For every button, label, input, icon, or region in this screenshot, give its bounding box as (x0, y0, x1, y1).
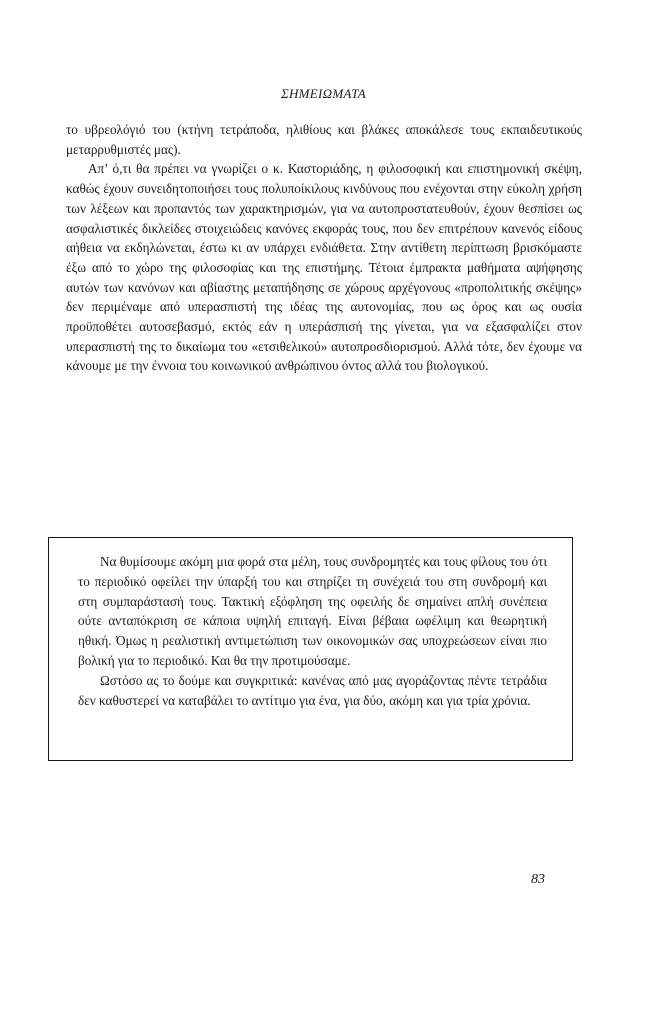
notice-paragraph: Να θυμίσουμε ακόμη μια φορά στα μέλη, τους συνδρομητές και τους φίλους του ότι το περιοδικό οφείλει την ύπαρξή του και στηρίζει τη συνέχειά του στη συνδρομή και στη συμπαράστασή τους. Τακτική εξόφληση της οφειλής δε σημαίνει απλή συνέπεια ούτε ανταπόκριση σε κάποια υψηλή επιταγή. Είναι βέβαια ωφέλιμη και θεωρητική ηθική. Όμως η ρεαλιστική αντιμετώπιση των οικονομικών σας υποχρεώσεων είναι πιο βολική για το περιοδικό. Και θα την προτιμούσαμε. (78, 554, 547, 668)
page-number: 83 (531, 872, 545, 887)
body-text (66, 120, 582, 376)
notice-box (48, 537, 573, 761)
body-paragraph: Απ’ ό,τι θα πρέπει να γνωρίζει ο κ. Καστοριάδης, η φιλοσοφική και επιστημονική σκέψη, καθώς έχουν συνειδητοποιήσει τους πολυποίκιλους κινδύνους που ενέχονται στην εύκολη χρήση των λέξεων και προπαντός των χαρακτηρισμών, για να αυτοπροστατευθούν, έχουν θεσπίσει ως ασφαλιστικές δικλείδες στοιχειώδεις κανόνες εκφοράς τους, που δεν επιτρέπουν κανενός είδους αήθεια να εκδηλώνεται, έστω κι αν υπάρχει ενδιάθετα. Στην αντίθετη περίπτωση βρισκόμαστε έξω από το χώρο της φιλοσοφίας και της επιστήμης. Τέτοια έμπρακτα μαθήματα αψήφησης αυτών των κανόνων και αβίαστης μεταπήδησης σε χώρους αρχέγονους «προπολιτικής σκέψης» δεν περιμέναμε από υπερασπιστή της ιδέας της αυτονομίας, που ως όρος και ως ουσία προϋποθέτει αυτοσεβασμό, εκτός εάν η υπεράσπισή της γίνεται, για να εξασφαλίζει στον υπερασπιστή της το δικαίωμα του «ετσιθελικού» αυτοπροσδιορισμού. Αλλά τότε, δεν έχουμε να κάνουμε με την έννοια του κοινωνικού ανθρώπινου όντος αλλά του βιολογικού. (66, 161, 582, 374)
notice-paragraph: Ωστόσο ας το δούμε και συγκριτικά: κανένας από μας αγοράζοντας πέντε τετράδια δεν καθυστερεί να καταβάλει το αντίτιμο για ένα, για δύο, ακόμη και για τρία χρόνια. (78, 672, 547, 708)
body-paragraph-continuation: το υβρεολόγιό του (κτήνη τετράποδα, ηλιθίους και βλάκες αποκάλεσε τους εκπαιδευτικούς μεταρρυθμιστές μας). (66, 122, 582, 157)
running-head: ΣΗΜΕΙΩΜΑΤΑ (280, 86, 367, 101)
notice-text (78, 552, 547, 710)
